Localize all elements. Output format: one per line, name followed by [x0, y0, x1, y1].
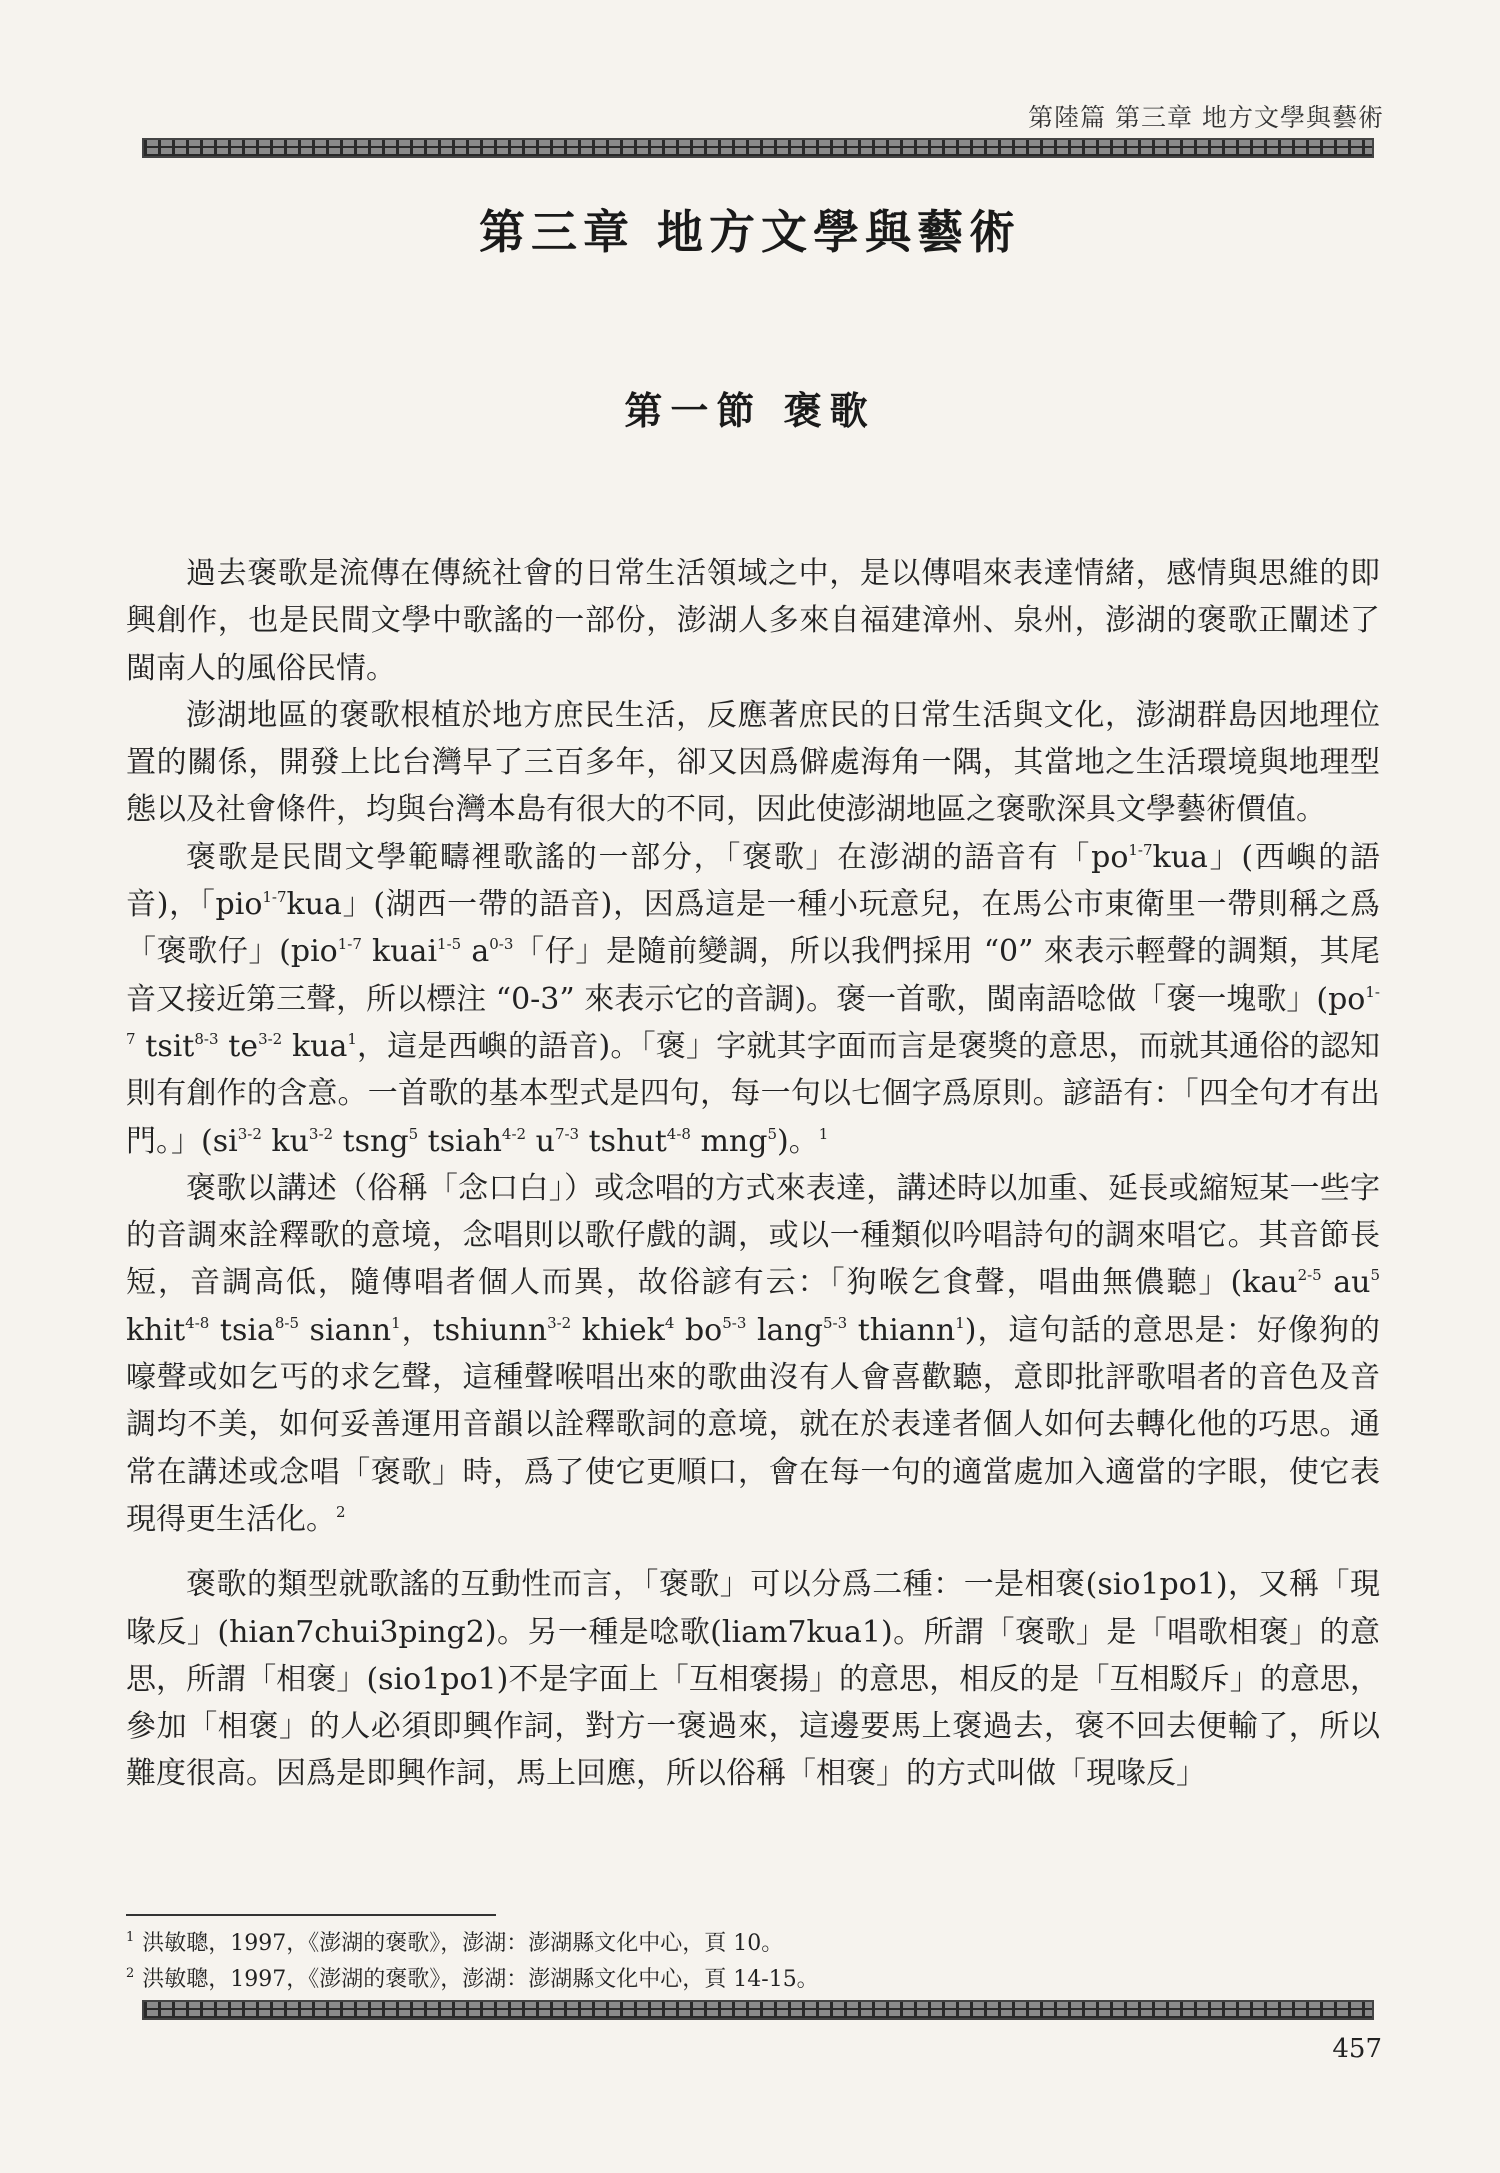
text-run: kua: [282, 1028, 348, 1064]
text-run: lang: [746, 1312, 823, 1348]
text-run: siann: [298, 1312, 392, 1348]
tone-mark: 3-2: [308, 1124, 334, 1143]
text-run: mng: [690, 1123, 768, 1159]
footnote-number: 1: [126, 1930, 135, 1945]
paragraph-5: 褒歌的類型就歌謠的互動性而言，「褒歌」可以分爲二種：一是相褒(sio1po1)，又稱「現喙反」(hian7chui3ping2)。另一種是唸歌(liam7kua1)。所謂「褒歌」是「唱歌相褒」的意思，所謂「相褒」(sio1po1)不是字面上「互相褒揚」的意思，相反的是「互相駁斥」的意思，參加「相褒」的人必須即興作詞，對方一褒過來，這邊要馬上褒過去，褒不回去便輸了，所以難度很高。因爲是即興作詞，馬上回應，所以俗稱「相褒」的方式叫做「現喙反」: [126, 1567, 1380, 1792]
text-run: tsit: [135, 1028, 195, 1064]
text-run: ，這是西嶼的語音)。「褒」字就其字面而言是褒獎的意思，而就其通俗的認知則有創作的含意。一首歌的基本型式是四句，每一句以七個字爲原則。諺語有：「四全句才有出門。」(si: [126, 1028, 1380, 1159]
tone-mark: 4: [664, 1313, 675, 1332]
footnote-1: [126, 1926, 1376, 1962]
running-head: 第陸篇 第三章 地方文學與藝術: [1028, 103, 1384, 132]
text-run: tshut: [579, 1123, 667, 1159]
text-run: u: [526, 1123, 555, 1159]
text-run: tsiah: [418, 1123, 502, 1159]
text-run: 褒歌是民間文學範疇裡歌謠的一部分，「褒歌」在澎湖的語音有「po: [186, 839, 1129, 875]
tone-mark: 4-8: [185, 1313, 210, 1332]
text-run: a: [461, 934, 490, 970]
text-run: kua」(湖西一帶的語音)，因爲這是一種小玩意兒，在馬公市東衛里一帶則稱之爲「褒歌仔」(pio: [126, 887, 1380, 970]
text-run: bo: [674, 1312, 723, 1348]
tone-mark: 5: [767, 1124, 777, 1143]
tone-mark: 3-2: [547, 1313, 572, 1332]
tone-mark: 1: [347, 1029, 357, 1048]
text-run: khit: [126, 1312, 186, 1348]
chapter-title: 第三章 地方文學與藝術: [478, 205, 1021, 259]
tone-mark: 7-3: [554, 1124, 580, 1143]
tone-mark: 4-8: [666, 1124, 691, 1143]
text-run: kuai: [361, 934, 438, 970]
decorative-border-top: [142, 138, 1374, 158]
text-run: ，tshiunn: [400, 1312, 548, 1348]
text-run: )。: [777, 1123, 819, 1159]
tone-mark: 1-5: [437, 935, 462, 954]
text-run: )，這句話的意思是：好像狗的嚎聲或如乞丐的求乞聲，這種聲喉唱出來的歌曲沒有人會喜歡聽，意即批評歌唱者的音色及音調均不美，如何妥善運用音韻以詮釋歌詞的意境，就在於表達者個人如何去轉化他的巧思。通常在講述或念唱「褒歌」時，爲了使它更順口，會在每一句的適當處加入適當的字眼，使它表現得更生活化。: [126, 1312, 1380, 1537]
paragraph-2: 澎湖地區的褒歌根植於地方庶民生活，反應著庶民的日常生活與文化，澎湖群島因地理位置的關係，開發上比台灣早了三百多年，卻又因爲僻處海角一隅，其當地之生活環境與地理型態以及社會條件，均與台灣本島有很大的不同，因此使澎湖地區之褒歌深具文學藝術價值。: [126, 697, 1380, 828]
paragraph-1: 過去褒歌是流傳在傳統社會的日常生活領域之中，是以傳唱來表達情緒，感情與思維的即興創作，也是民間文學中歌謠的一部份，澎湖人多來自福建漳州、泉州，澎湖的褒歌正闡述了閩南人的風俗民情。: [126, 556, 1380, 686]
text-run: thiann: [847, 1312, 956, 1348]
text-run: ku: [261, 1123, 309, 1159]
tone-mark: 1-7: [1128, 840, 1153, 859]
footnote-text: 洪敏聰，1997，《澎湖的褒歌》，澎湖：澎湖縣文化中心，頁 14-15。: [142, 1967, 819, 1992]
section-title: 第一節 褒歌: [624, 388, 876, 433]
footnote-ref-1[interactable]: 1: [818, 1124, 829, 1143]
tone-mark: 1-7: [337, 935, 362, 954]
tone-mark: 2-5: [1297, 1266, 1322, 1285]
tone-mark: 3-2: [258, 1029, 283, 1048]
text-run: tsng: [333, 1123, 409, 1159]
tone-mark: 3-2: [237, 1124, 262, 1143]
tone-mark: 4-2: [501, 1124, 527, 1143]
tone-mark: 5-3: [722, 1313, 747, 1332]
tone-mark: 5-3: [822, 1313, 848, 1332]
paragraph-4: [126, 1165, 1380, 1543]
footnote-divider: [126, 1914, 496, 1916]
tone-mark: 0-3: [489, 935, 514, 954]
footnote-2: [126, 1962, 1376, 1998]
text-run: kua」(西嶼的語音)，「pio: [126, 839, 1381, 923]
text-run: au: [1321, 1265, 1371, 1301]
tone-mark: 5: [408, 1124, 419, 1143]
decorative-border-bottom: [142, 2000, 1374, 2020]
footnote-ref-2[interactable]: 2: [336, 1502, 346, 1521]
tone-mark: 1: [955, 1313, 965, 1332]
body-text: [126, 550, 1380, 1798]
text-run: tsia: [209, 1312, 275, 1348]
text-run: khiek: [571, 1312, 665, 1348]
tone-mark: 1-7: [262, 888, 287, 907]
text-run: te: [218, 1028, 259, 1064]
tone-mark: 5: [1370, 1266, 1380, 1285]
footnote-text: 洪敏聰，1997，《澎湖的褒歌》，澎湖：澎湖縣文化中心，頁 10。: [142, 1931, 784, 1956]
footnotes: [126, 1926, 1376, 1998]
text-run: 褒歌以講述（俗稱「念口白」）或念唱的方式來表達，講述時以加重、延長或縮短某一些字的音調來詮釋歌的意境，念唱則以歌仔戲的調，或以一種類似吟唱詩句的調來唱它。其音節長短，音調高低，隨傳唱者個人而異，故俗諺有云：「狗喉乞食聲，唱曲無儂聽」(kau: [126, 1170, 1380, 1301]
tone-mark: 1: [391, 1313, 401, 1332]
tone-mark: 8-3: [194, 1029, 219, 1048]
page-number: 457: [1332, 2034, 1382, 2064]
tone-mark: 8-5: [274, 1313, 299, 1332]
tone-mark: 1-7: [126, 982, 1380, 1048]
footnote-number: 2: [126, 1966, 135, 1981]
text-run: 「仔」是隨前變調，所以我們採用 “0” 來表示輕聲的調類，其尾音又接近第三聲，所以標注 “0-3” 來表示它的音調)。褒一首歌，閩南語唸做「褒一塊歌」(po: [126, 934, 1380, 1017]
paragraph-3: [126, 834, 1380, 1165]
